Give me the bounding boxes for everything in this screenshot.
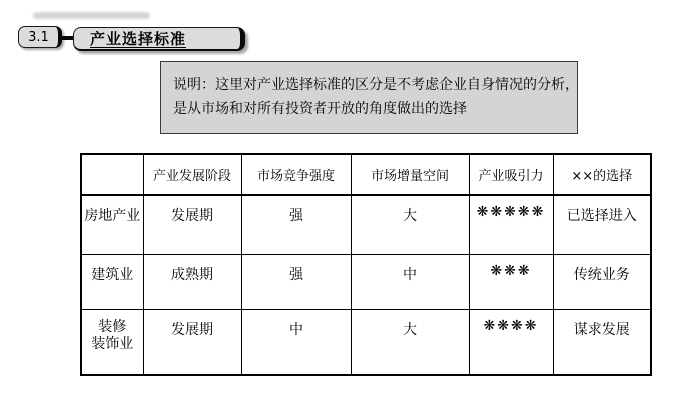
row-label <box>81 309 143 375</box>
cell-competition: 强 <box>241 195 351 254</box>
cell-competition: 中 <box>241 309 351 375</box>
section-title-box <box>73 27 245 51</box>
table-row-real-estate <box>81 195 651 254</box>
cell-choice: 已选择进入 <box>553 195 651 254</box>
cell-choice: 谋求发展 <box>553 309 651 375</box>
cell-growth: 大 <box>351 309 469 375</box>
industry-selection-table <box>80 153 652 376</box>
table-row-construction <box>81 254 651 309</box>
cell-stage: 发展期 <box>143 309 241 375</box>
star-rating: ❋❋❋❋ <box>469 309 553 375</box>
header-cell-empty <box>81 154 143 195</box>
section-number: 3.1 <box>28 29 49 45</box>
note-box <box>160 61 578 134</box>
cell-stage: 成熟期 <box>143 254 241 309</box>
row-label-line-1: 装修 <box>98 318 127 335</box>
table-row-decoration <box>81 309 651 375</box>
header-cell-growth: 市场增量空间 <box>351 154 469 195</box>
star-rating: ❋❋❋ <box>469 254 553 309</box>
cropped-shadow-artifact <box>33 12 150 19</box>
header-cell-choice: ××的选择 <box>553 154 651 195</box>
header-cell-attractiveness: 产业吸引力 <box>469 154 553 195</box>
row-label: 房地产业 <box>81 195 143 254</box>
note-line-1: 说明：这里对产业选择标准的区分是不考虑企业自身情况的分析， <box>173 77 579 93</box>
cell-stage: 发展期 <box>143 195 241 254</box>
cell-choice: 传统业务 <box>553 254 651 309</box>
header-cell-competition: 市场竞争强度 <box>241 154 351 195</box>
header-cell-stage: 产业发展阶段 <box>143 154 241 195</box>
star-rating: ❋❋❋❋❋ <box>469 195 553 254</box>
cell-growth: 大 <box>351 195 469 254</box>
note-line-2: 是从市场和对所有投资者开放的角度做出的选择 <box>173 101 467 117</box>
page-title: 产业选择标准 <box>90 30 187 48</box>
cell-competition: 强 <box>241 254 351 309</box>
section-number-badge <box>18 26 62 48</box>
table-header-row <box>81 154 651 195</box>
row-label-line-2: 装饰业 <box>91 335 134 352</box>
row-label: 建筑业 <box>81 254 143 309</box>
cell-growth: 中 <box>351 254 469 309</box>
